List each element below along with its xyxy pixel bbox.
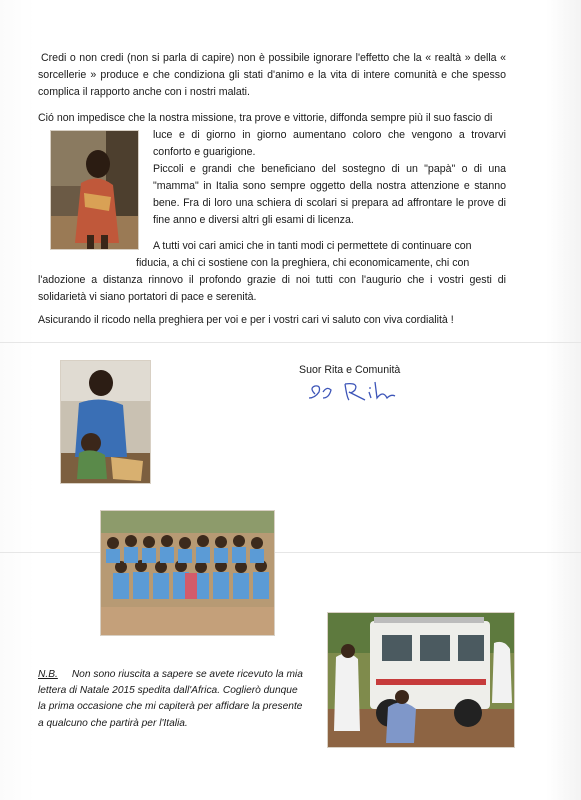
paragraph-thanks-line2: fiducia, a chi ci sostiene con la preghiera, chi economicamente, chi con <box>136 257 470 269</box>
paragraph-mission-line1: Ció non impedisce che la nostra missione, tra prove e vittorie, diffonda sempre più il suo fascio di <box>38 112 493 124</box>
paragraph-adoption: Piccoli e grandi che beneficiano del sostegno di un "papà" o di una "mamma" in Italia sono sempre oggetto della nostra attenzione e stanno bene. Fra di loro una schiera di scolari si prepara ad affrontare le prove di fine anno e diversi altri gli esami di licenza. <box>153 163 506 226</box>
paper-fold-line <box>0 552 581 553</box>
photo-child-doorway <box>50 130 139 250</box>
photo-schoolchildren-group <box>100 510 275 636</box>
nb-tag: N.B. <box>38 669 58 680</box>
paragraph-mission: luce e di giorno in giorno aumentano coloro che vengono a trovarvi conforto e guarigione. <box>153 129 506 158</box>
handwritten-signature <box>305 378 405 406</box>
paragraph-thanks: l'adozione a distanza rinnovo il profondo grazie di noi tutti con l'augurio che i vostri gesti di solidarietà vi siano portatori di pace e serenità. <box>38 274 506 303</box>
paper-fold-line <box>0 342 581 343</box>
nb-text: Non sono riuscita a sapere se avete ricevuto la mia lettera di Natale 2015 spedita dall'Africa. Coglierò dunque la prima occasione che mi capiterà per affidare la presente a qualcuno che partirà per l'Italia. <box>38 669 303 729</box>
photo-girl-with-child <box>60 360 151 484</box>
paragraph-sorcellerie: Credi o non credi (non si parla di capire) non è possibile ignorare l'effetto che la « realtà » della « sorcellerie » produce e che condiziona gli stati d'animo e la vita di intere comunità e che spesso complica il rapporto anche con i nostri malati. <box>38 52 506 98</box>
paragraph-closing: Asicurando il ricodo nella preghiera per voi e per i vostri cari vi saluto con viva cordialità ! <box>38 314 454 326</box>
nb-note <box>38 667 308 732</box>
paragraph-thanks-line1: A tutti voi cari amici che in tanti modi ci permettete di continuare con <box>153 240 472 252</box>
photo-ambulance-jeep <box>327 612 515 748</box>
signature-label: Suor Rita e Comunità <box>299 364 401 376</box>
